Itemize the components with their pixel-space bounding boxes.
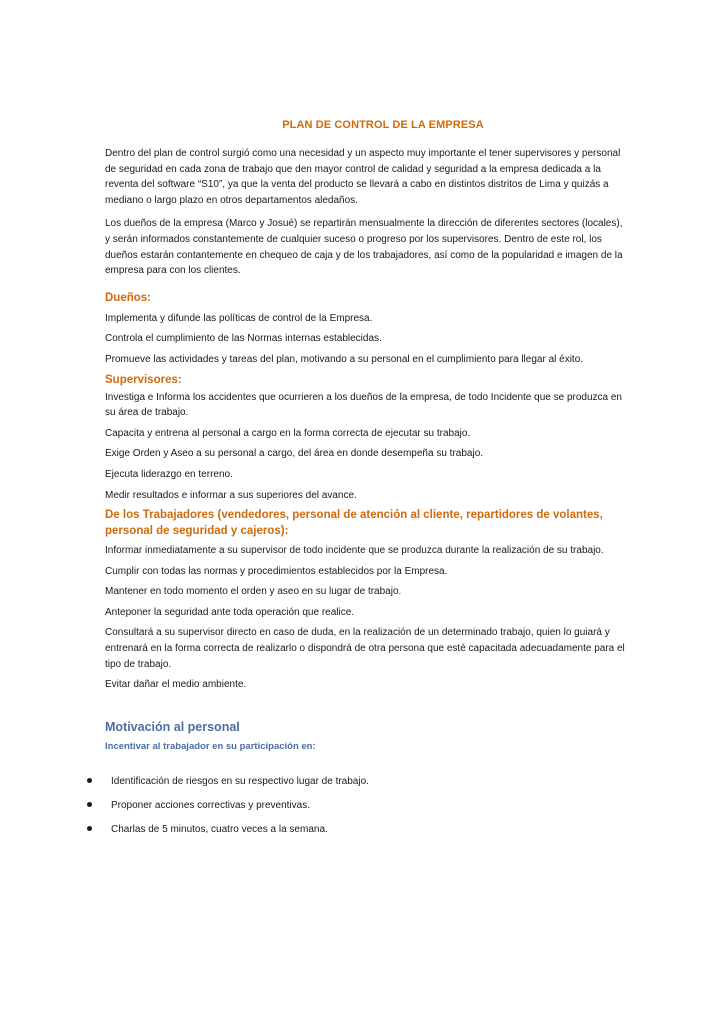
document-title: PLAN DE CONTROL DE LA EMPRESA	[282, 119, 484, 131]
bullet-item	[0, 822, 728, 838]
list-item: Exige Orden y Aseo a su personal a cargo, del área en donde desempeña su trabajo.	[105, 448, 484, 460]
duenos-section	[105, 290, 630, 368]
list-item: Implementa y difunde las políticas de control de la Empresa.	[105, 312, 373, 324]
list-item: Mantener en todo momento el orden y aseo en su lugar de trabajo.	[105, 586, 402, 598]
bullet-icon	[87, 778, 92, 783]
list-item: Ejecuta liderazgo en terreno.	[105, 468, 233, 480]
list-item: Informar inmediatamente a su supervisor de todo incidente que se produzca durante la realización de su trabajo.	[105, 545, 604, 557]
intro-paragraph: Los dueños de la empresa (Marco y Josué) se repartirán mensualmente la dirección de diferentes sectores (locales), y serán informados constantemente de cualquier suceso o progreso por los supervisores. Dentro de este rol, los dueños estarán contantemente en chequeo de caja y de los trabajadores, así como de la popularidad e imagen de la empresa para con los clientes.	[105, 218, 623, 277]
section-heading: Motivación al personal	[105, 719, 240, 734]
list-item: Medir resultados e informar a sus superiores del avance.	[105, 489, 357, 501]
list-item: Evitar dañar el medio ambiente.	[105, 679, 247, 691]
bullet-icon	[87, 826, 92, 831]
intro-paragraph: Dentro del plan de control surgió como una necesidad y un aspecto muy importante el tener supervisores y personal de seguridad en cada zona de trabajo que den mayor control de calidad y seguridad a la empresa dedicada a la reventa del software “S10”, ya que la venta del producto se llevará a cabo en distintos distritos de Lima y quizás a mediano o largo plazo en otros departamentos aledaños.	[105, 148, 621, 206]
section-heading: De los Trabajadores (vendedores, personal de atención al cliente, repartidores de volantes, personal de seguridad y cajeros):	[105, 509, 603, 538]
list-item: Controla el cumplimiento de las Normas internas establecidas.	[105, 333, 382, 345]
document-body	[105, 146, 630, 754]
intro-section	[105, 146, 630, 279]
bullet-text: Identificación de riesgos en su respectivo lugar de trabajo.	[111, 776, 369, 787]
list-item: Promueve las actividades y tareas del plan, motivando a su personal en el cumplimiento para llegar al éxito.	[105, 353, 584, 365]
motivacion-section	[105, 719, 630, 754]
bullet-icon	[87, 802, 92, 807]
section-subheading: Incentivar al trabajador en su participación en:	[105, 740, 316, 752]
supervisores-section	[105, 372, 630, 504]
section-heading: Supervisores:	[105, 373, 182, 386]
bullet-item	[0, 798, 728, 814]
list-item: Investiga e Informa los accidentes que ocurrieren a los dueños de la empresa, de todo Incidente que se produzca en su área de trabajo.	[105, 391, 622, 419]
bullet-text: Charlas de 5 minutos, cuatro veces a la semana.	[111, 824, 328, 835]
list-item: Consultará a su supervisor directo en caso de duda, en la realización de un determinado trabajo, quien lo guiará y entrenará en la forma correcta de realizarlo o dispondrá de otra persona que esté capacitada adecuadamente para el tipo de trabajo.	[105, 627, 625, 670]
list-item: Anteponer la seguridad ante toda operación que realice.	[105, 606, 355, 618]
list-item: Capacita y entrena al personal a cargo en la forma correcta de ejecutar su trabajo.	[105, 427, 471, 439]
section-heading: Dueños:	[105, 291, 151, 304]
trabajadores-section	[105, 507, 630, 693]
bullet-item	[0, 774, 728, 790]
bullet-text: Proponer acciones correctivas y preventivas.	[111, 800, 310, 811]
list-item: Cumplir con todas las normas y procedimientos establecidos por la Empresa.	[105, 565, 448, 577]
